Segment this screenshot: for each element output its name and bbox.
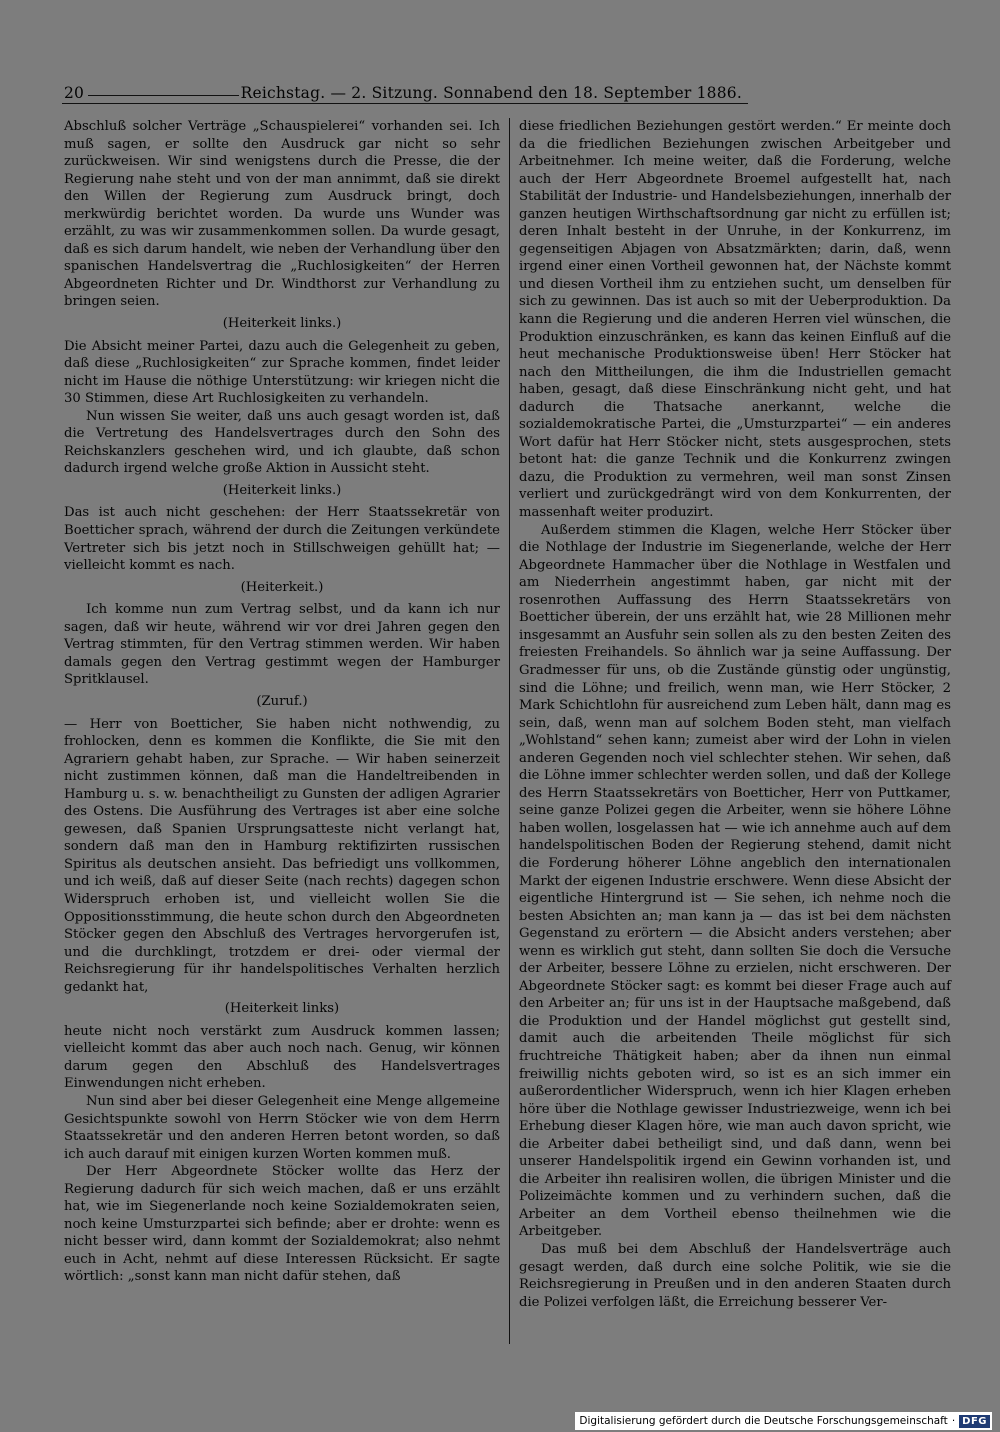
paragraph: diese friedlichen Beziehungen gestört werden.“ Er meinte doch da die friedlichen Beziehungen zwischen Arbeitgeber und Arbeitnehmer. Ich meine weiter, daß die Forderung, welche auch der Herr Abgeordnete Broemel aufgestellt hat, nach Stabilität der Industrie- und Handelsbeziehungen, innerhalb der ganzen heutigen Wirthschaftsordnung gar nicht zu erfüllen ist; deren Inhalt besteht in der Unruhe, in der Konkurrenz, im gegenseitigen Abjagen von Absatzmärkten; darin, daß, wenn irgend einer einen Vortheil gewonnen hat, der Nächste kommt und diesen Vortheil ihm zu entziehen sucht, um denselben für sich zu gewinnen. Das ist auch so mit der Ueberproduktion. Da kann die Regierung und die anderen Herren viel wünschen, die Produktion einzuschränken, es kann das keinen Einfluß auf die heut mechanische Produktionsweise üben! Herr Stöcker hat nach den Mittheilungen, die ihm die Industriellen gemacht haben, gesagt, daß diese Einschränkung nicht geht, und hat dadurch die Thatsache anerkannt, welche die sozialdemokratische Partei, die „Umsturzpartei“ — ein anderes Wort dafür hat Herr Stöcker nicht, stets ausgesprochen, stets betont hat: die ganze Technik und die Konkurrenz zwingen dazu, die Produktion zu vermehren, weil man sonst Zinsen verliert und zurückgedrängt wird von dem Konkurrenten, der massenhaft weiter produzirt. — [519, 119, 951, 521]
paragraph: Außerdem stimmen die Klagen, welche Herr Stöcker über die Nothlage der Industrie im Siegenerlande, welche der Herr Abgeordnete Hammacher über die Nothlage in Westfalen und am Niederrhein angestimmt haben, gar nicht mit der rosenrothen Auffassung des Herrn Staatssekretärs von Boetticher überein, der uns erzählt hat, wie 28 Millionen mehr insgesammt an Ausfuhr sein sollen als zu den besten Zeiten des freiesten Freihandels. So ähnlich war ja seine Auffassung. Der Gradmesser für uns, ob die Zustände günstig oder ungünstig, sind die Löhne; und freilich, wenn man, wie Herr Stöcker, 2 Mark Schichtlohn für ausreichend zum Leben hält, dann mag es sein, daß, wenn man auf solchem Boden steht, man vielfach „Wohlstand“ sehen kann; zumeist aber wird der Lohn in vielen anderen Gegenden noch viel schlechter stehen. Wir sehen, daß die Löhne immer schlechter werden sollen, und daß der Kollege des Herrn Staatssekretärs von Boetticher, Herr von Puttkamer, seine ganze Polizei gegen die Arbeiter, wenn sie höhere Löhne haben wollen, losgelassen hat — wie ich annehme auch auf dem handelspolitischen Boden der Regierung stehend, damit nicht die Forderung höherer Löhne angeblich den internationalen Markt der eigenen Industrie erschwere. Wenn diese Absicht der eigentliche Hintergrund ist — Sie sehen, ich nehme noch die besten Absichten an; man kann ja — das ist bei dem nächsten Gegenstand zu erörtern — die Absicht anders verstehen; aber wenn es wirklich gut steht, dann sollten Sie doch die Versuche der Arbeiter, bessere Löhne zu erzielen, nicht erschweren. Der Abgeordnete Stöcker sagt: es kommt bei dieser Frage auch auf den Arbeiter an; für uns ist in der Hauptsache maßgebend, daß die Produktion und der Handel möglichst gut gestellt sind, damit auch die arbeitenden Theile möglichst für sich fruchtreiche Thätigkeit haben; aber da ihnen nun einmal freiwillig nichts geboten wird, so ist es an sich immer ein außerordentlicher Widerspruch, wenn ich hier Klagen erheben höre über die Nothlage gewisser Industriezweige, wenn ich bei Erhebung dieser Klagen höre, wie man auch davon spricht, wie die Arbeiter dabei betheiligt sind, und daß dann, wenn bei unserer Handelspolitik irgend ein Gewinn vorhanden ist, und die Arbeiter ihn realisiren wollen, die übrigen Minister und die Polizeimächte kommen und zu verhindern suchen, daß die Arbeiter an dem Vortheil ebenso theilnehmen wie die Arbeitgeber. — [519, 522, 951, 1240]
footer-credit: Digitalisierung gefördert durch die Deutsche Forschungsgemeinschaft · DFG — [575, 1412, 992, 1430]
paragraph: Abschluß solcher Verträge „Schauspielerei“ vorhanden sei. Ich muß sagen, er sollte den Ausdruck gar nicht so sehr zurückweisen. Wir sind wenigstens durch die Presse, die der Regierung nahe steht und von der man annimmt, daß sie direkt den Willen der Regierung zum Ausdruck bringt, doch merkwürdig berichtet worden. Da wurde uns Wunder was erzählt, zu was wir zusammenkommen sollen. Da wurde gesagt, daß es sich darum handelt, wie neben der Verhandlung über den spanischen Handelsvertrag die „Ruchlosigkeiten“ der Herren Abgeordneten Richter und Dr. Windthorst zur Verhandlung zu bringen seien. — [64, 119, 500, 310]
paragraph: Nun sind aber bei dieser Gelegenheit eine Menge allgemeine Gesichtspunkte sowohl von Herrn Stöcker wie von dem Herrn Staatssekretär und den anderen Herren betont worden, so daß ich auch darauf mit einigen kurzen Worten kommen muß. — [64, 1093, 500, 1162]
stage-direction: (Zuruf.) — [256, 693, 308, 709]
header-rule-left — [88, 95, 239, 96]
paragraph: Ich komme nun zum Vertrag selbst, und da kann ich nur sagen, daß wir heute, während wir vor drei Jahren gegen den Vertrag stimmten, für den Vertrag stimmen werden. Wir haben damals gegen den Vertrag gestimmt wegen der Hamburger Spritklausel. — [64, 602, 500, 688]
paragraph: heute nicht noch verstärkt zum Ausdruck kommen lassen; vielleicht kommt das aber auch noch nach. Genug, wir können darum gegen den Abschluß des Handelsvertrages Einwendungen nicht erheben. — [64, 1023, 500, 1092]
left-column — [64, 118, 500, 1350]
column-divider — [509, 118, 510, 1344]
header-underline — [62, 103, 748, 104]
paragraph: Die Absicht meiner Partei, dazu auch die Gelegenheit zu geben, daß diese „Ruchlosigkeiten“ zur Sprache kommen, findet leider nicht im Hause die nöthige Unterstützung: wir kriegen nicht die 30 Stimmen, diese Art Ruchlosigkeiten zu verhandeln. — [64, 338, 500, 407]
page-number: 20 — [64, 84, 85, 102]
paragraph: Nun wissen Sie weiter, daß uns auch gesagt worden ist, daß die Vertretung des Handelsvertrages durch den Sohn des Reichskanzlers geschehen wird, und ich glaubte, daß schon dadurch irgend welche große Aktion in Aussicht steht. — [64, 408, 500, 477]
paragraph: Das ist auch nicht geschehen: der Herr Staatssekretär von Boetticher sprach, während der durch die Zeitungen verkündete Vertreter sich bis jetzt noch in Stillschweigen gehüllt hat; — vielleicht kommt es nach. — [64, 505, 500, 574]
header-title: Reichstag. — 2. Sitzung. Sonnabend den 18. September 1886. — [240, 84, 742, 102]
paragraph: Der Herr Abgeordnete Stöcker wollte das Herz der Regierung dadurch für sich weich machen, daß er uns erzählt hat, wie im Siegenerlande noch keine Sozialdemokraten seien, noch keine Umsturzpartei sich befinde; aber er drohte: wenn es nicht besser wird, dann kommt der Sozialdemokrat; also nehmt euch in Acht, nehmt auf diese Interessen Rücksicht. Er sagte wörtlich: „sonst kann man nicht dafür stehen, daß — [64, 1164, 500, 1285]
paragraph: Das muß bei dem Abschluß der Handelsverträge auch gesagt werden, daß durch eine solche Politik, wie sie die Reichsregierung in Preußen und in den anderen Staaten durch die Polizei verfolgen läßt, die Erreichung besserer Ver- — [519, 1242, 951, 1310]
stage-direction: (Heiterkeit links) — [224, 1001, 340, 1017]
stage-direction: (Heiterkeit.) — [240, 579, 324, 595]
paragraph: — Herr von Boetticher, Sie haben nicht nothwendig, zu frohlocken, denn es kommen die Konflikte, die Sie mit den Agrariern gehabt haben, zur Sprache. — Wir haben seinerzeit nicht zustimmen können, daß man die Handeltreibenden in Hamburg u. s. w. benachtheiligt zu Gunsten der adligen Agrarier des Ostens. Die Ausführung des Vertrages ist aber eine solche gewesen, daß Spanien Ursprungsatteste nicht verlangt hat, sondern daß man den in Hamburg rektifizirten russischen Spiritus als deutschen ansieht. Das befriedigt uns vollkommen, und ich weiß, daß auf dieser Seite (nach rechts) dagegen schon Widerspruch erhoben ist, und vielleicht wollen Sie die Oppositionsstimmung, die heute schon durch den Abgeordneten Stöcker gegen den Abschluß des Vertrages hervorgerufen ist, und die durchklingt, trotzdem er drei- oder viermal der Reichsregierung für ihr handelspolitisches Verhalten herzlich gedankt hat, — [64, 716, 500, 995]
stage-direction: (Heiterkeit links.) — [222, 316, 342, 332]
stage-direction: (Heiterkeit links.) — [222, 482, 342, 498]
footer-text: Digitalisierung gefördert durch die Deutsche Forschungsgemeinschaft — [579, 1415, 948, 1427]
dfg-logo: DFG — [959, 1415, 990, 1428]
running-header — [64, 74, 744, 102]
right-column — [519, 118, 951, 1350]
